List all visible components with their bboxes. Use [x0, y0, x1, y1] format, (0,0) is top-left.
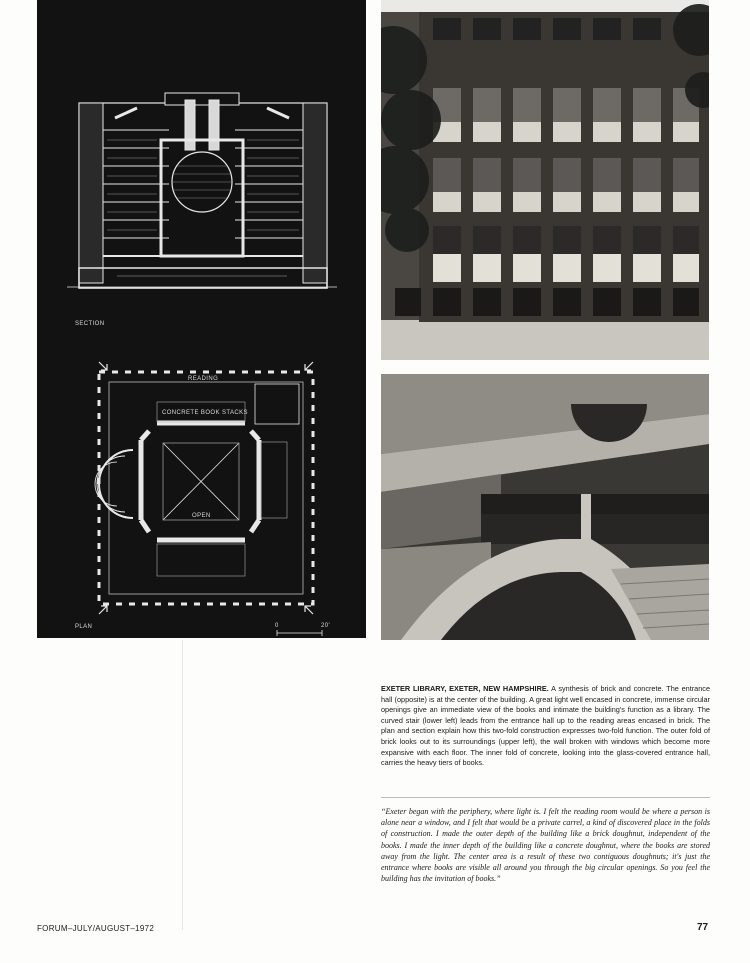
- page-gutter-line: [182, 640, 183, 930]
- plan-stacks-label: CONCRETE BOOK STACKS: [162, 410, 248, 416]
- plan-open-label: OPEN: [192, 513, 211, 519]
- concrete-interior-illustration: [381, 374, 709, 640]
- publication-footer: FORUM–JULY/AUGUST–1972: [37, 924, 155, 933]
- brick-facade-illustration: [381, 0, 709, 360]
- caption-body: A synthesis of brick and concrete. The entrance hall (opposite) is at the center of the building. A great light well encased in concrete, immense circular openings give an immediate view of the books and intimate the building's function as a library. The curved stair (lower left) leads from the entrance hall up to the reading areas encased in brick. The plan and section explain how this two-fold construction expresses two-fold function. The outer fold of brick looks out to its surroundings (upper left), the wall broken with windows which become more expansive with each floor. The inner fold of concrete, looking into the glass-covered entrance hall, carries the heavy tiers of books.: [381, 684, 710, 768]
- architectural-drawings-panel: [37, 0, 366, 638]
- entrance-hall-photo: [381, 374, 709, 640]
- section-and-plan-drawing: [37, 0, 366, 638]
- facade-photo: [381, 0, 709, 360]
- section-label: SECTION: [75, 321, 105, 327]
- kahn-quote: “Exeter began with the periphery, where light is. I felt the reading room would be where a person is alone near a window, and I felt that would be a private carrel, a kind of discovered place in the folds of construction. I made the outer depth of the building like a brick doughnut, independent of the books. I made the inner depth of the building like a concrete doughnut, where the books are stored away from the light. The center area is a result of these two contiguous doughnuts; it's just the entrance where books are visible all around you through the big circular openings. So you feel the building has the invitation of books.”: [381, 807, 710, 884]
- plan-label: PLAN: [75, 624, 93, 630]
- caption-block: [381, 684, 710, 769]
- caption-divider: [381, 797, 710, 798]
- scale-zero-label: 0: [275, 623, 279, 629]
- scale-twenty-label: 20': [321, 623, 331, 629]
- caption-heading: EXETER LIBRARY, EXETER, NEW HAMPSHIRE.: [381, 684, 549, 693]
- page-number: 77: [697, 922, 709, 933]
- plan-reading-label: READING: [188, 376, 219, 382]
